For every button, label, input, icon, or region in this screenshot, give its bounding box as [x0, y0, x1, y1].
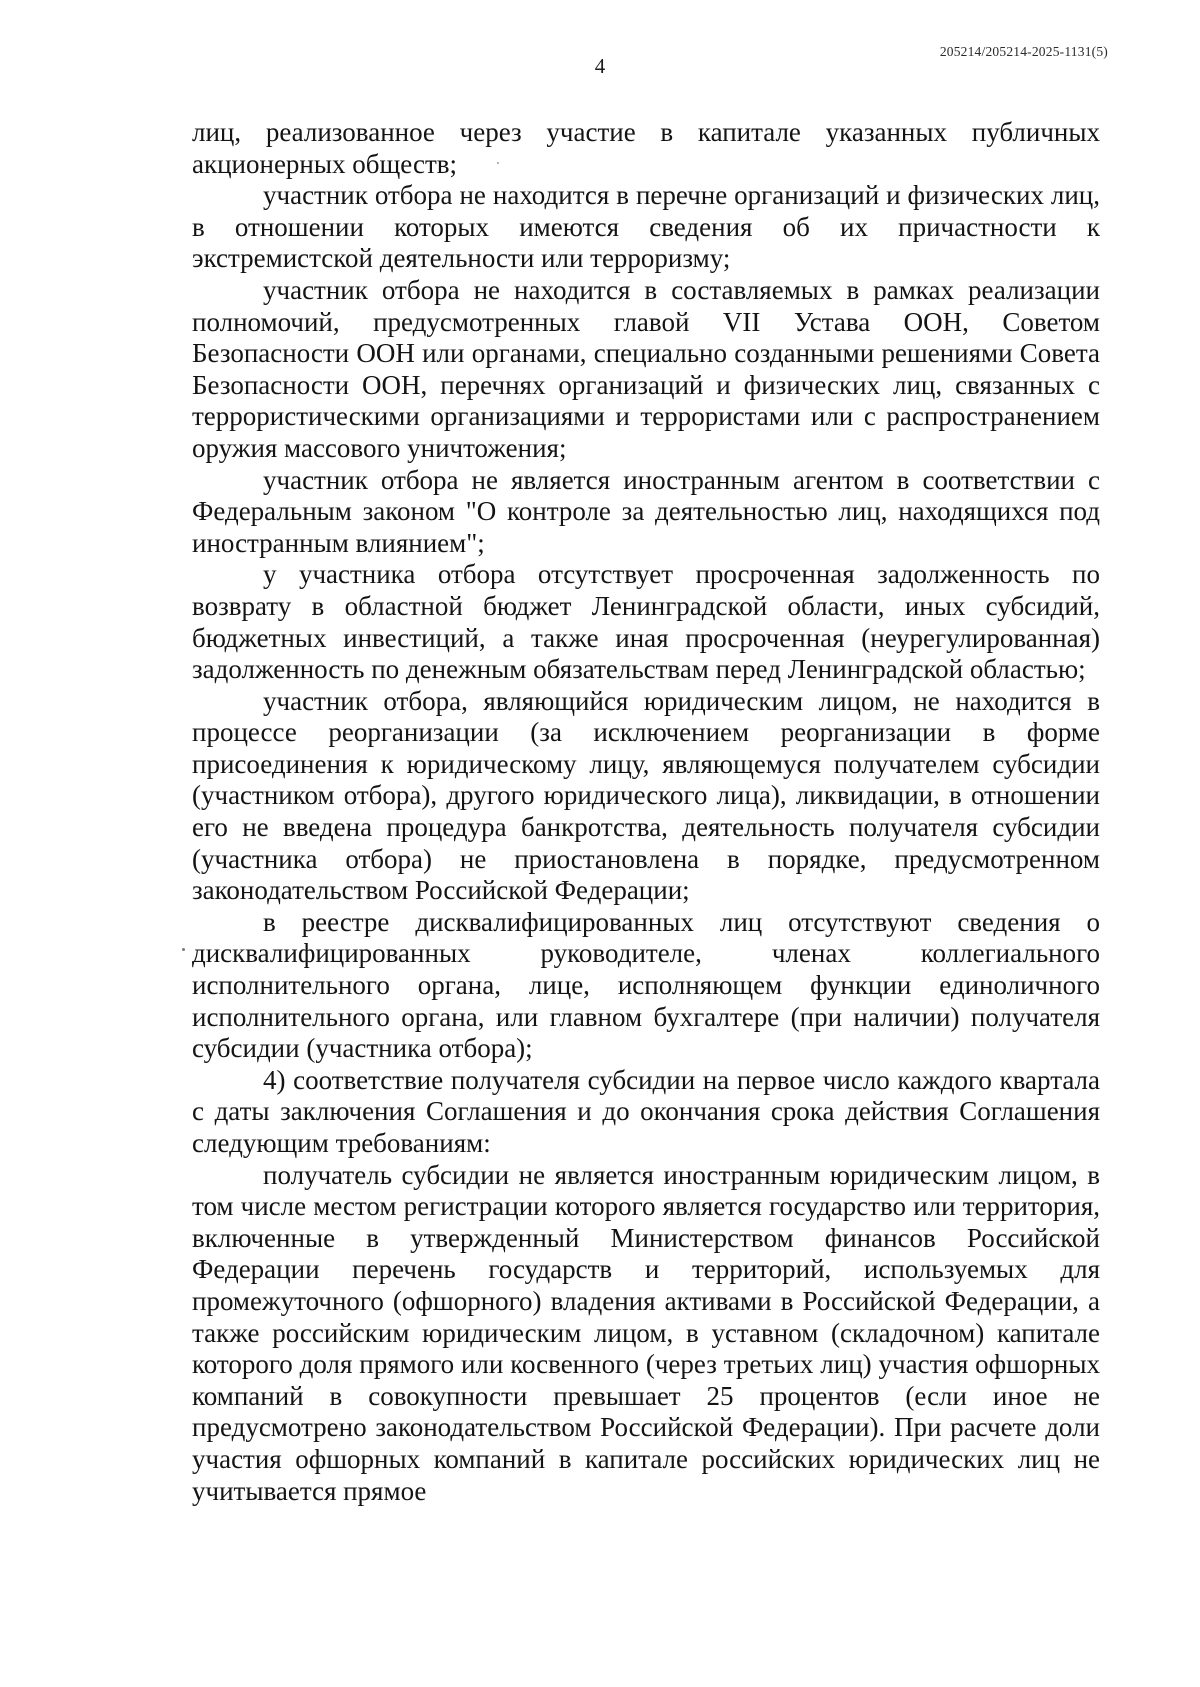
paragraph-un-sanctions-list: участник отбора не находится в составляемых в рамках реализации полномочий, предусмотренных главой VII Устава ООН, Советом Безопасности ООН или органами, специально созданными решениями Совета Безопасности ООН, перечнях организаций и физических лиц, связанных с террористическими организациями и террористами или с распространением оружия массового уничтожения; — [192, 274, 1100, 463]
paragraph-item-4: 4) соответствие получателя субсидии на первое число каждого квартала с даты заключения Соглашения и до окончания срока действия Соглашения следующим требованиям: — [192, 1064, 1100, 1158]
paragraph-reorganization: участник отбора, являющийся юридическим лицом, не находится в процессе реорганизации (за исключением реорганизации в форме присоединения к юридическому лицу, являющемуся получателем субсидии (участником отбора), другого юридического лица), ликвидации, в отношении его не введена процедура банкротства, деятельность получателя субсидии (участника отбора) не приостановлена в порядке, предусмотренном законодательством Российской Федерации; — [192, 685, 1100, 906]
paragraph-overdue-debt: у участника отбора отсутствует просроченная задолженность по возврату в областной бюджет Ленинградской области, иных субсидий, бюджетных инвестиций, а также иная просроченная (неурегулированная) задолженность по денежным обязательствам перед Ленинградской областью; — [192, 559, 1100, 685]
paragraph-extremism-list: участник отбора не находится в перечне организаций и физических лиц, в отношении которых имеются сведения об их причастности к экстремистской деятельности или терроризму; — [192, 180, 1100, 274]
scan-speck — [497, 162, 499, 164]
document-body — [192, 117, 1100, 1507]
paragraph-disqualified-persons: в реестре дисквалифицированных лиц отсутствуют сведения о дисквалифицированных руководителе, членах коллегиального исполнительного органа, лице, исполняющем функции единоличного исполнительного органа, или главном бухгалтере (при наличии) получателя субсидии (участника отбора); — [192, 906, 1100, 1064]
paragraph-foreign-agent: участник отбора не является иностранным агентом в соответствии с Федеральным законом "О контроле за деятельностью лиц, находящихся под иностранным влиянием"; — [192, 464, 1100, 558]
paragraph-continuation: лиц, реализованное через участие в капитале указанных публичных акционерных обществ; — [192, 117, 1100, 179]
document-id: 205214/205214-2025-1131(5) — [939, 44, 1108, 59]
page-number: 4 — [594, 54, 606, 78]
scan-speck — [182, 948, 185, 951]
paragraph-offshore: получатель субсидии не является иностранным юридическим лицом, в том числе местом регистрации которого является государство или территория, включенные в утвержденный Министерством финансов Российской Федерации перечень государств и территорий, используемых для промежуточного (офшорного) владения активами в Российской Федерации, а также российским юридическим лицом, в уставном (складочном) капитале которого доля прямого или косвенного (через третьих лиц) участия офшорных компаний в совокупности превышает 25 процентов (если иное не предусмотрено законодательством Российской Федерации). При расчете доли участия офшорных компаний в капитале российских юридических лиц не учитывается прямое — [192, 1159, 1100, 1506]
